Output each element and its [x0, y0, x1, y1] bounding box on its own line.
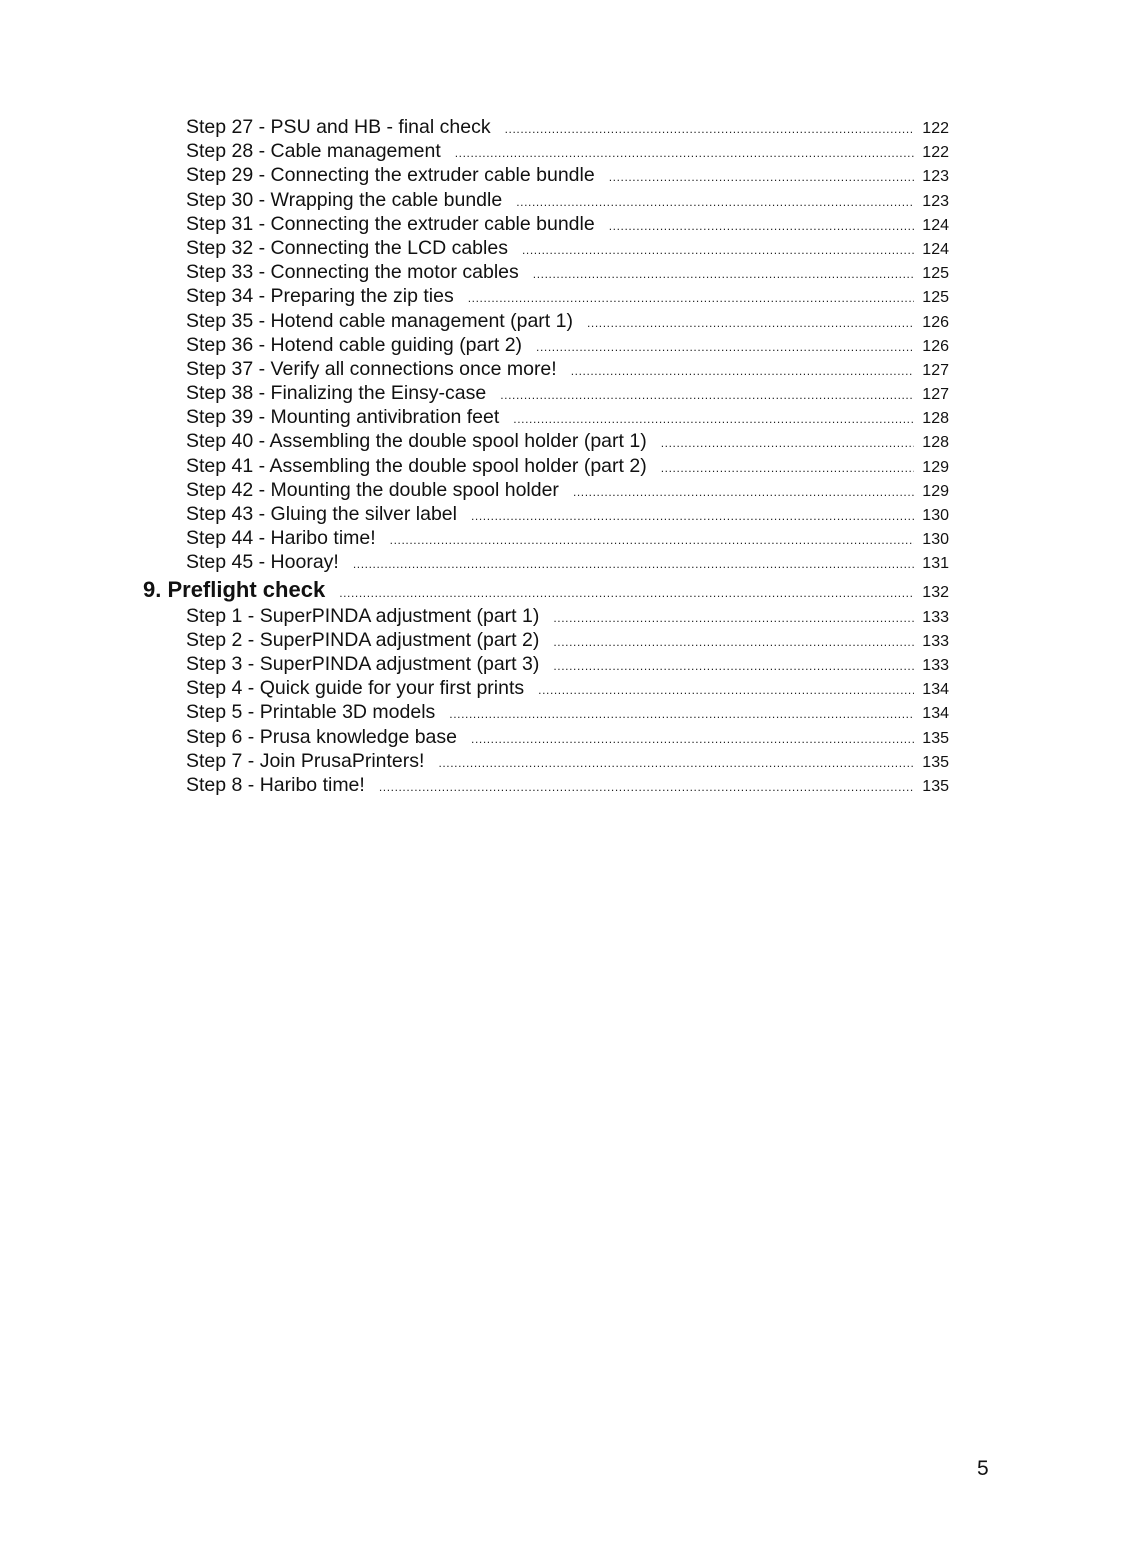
toc-entry-title: Step 27 - PSU and HB - final check	[186, 116, 491, 138]
toc-entry-page: 128	[922, 410, 949, 428]
toc-entry-title: Step 28 - Cable management	[186, 140, 441, 163]
toc-entry-title: Step 45 - Hooray!	[186, 551, 339, 574]
toc-step-entry[interactable]	[0, 455, 949, 479]
toc-entry-page: 128	[922, 434, 949, 452]
toc-entry-title: Step 30 - Wrapping the cable bundle	[186, 188, 503, 211]
toc-entry-title: Step 7 - Join PrusaPrinters!	[186, 749, 425, 772]
toc-dot-leader	[468, 291, 915, 305]
toc-entry-title: Step 3 - SuperPINDA adjustment (part 3)	[186, 652, 540, 675]
toc-entry-title: Step 8 - Haribo time!	[186, 773, 365, 796]
toc-entry-page: 131	[922, 555, 949, 573]
toc-dot-leader	[471, 732, 914, 746]
toc-entry-page: 124	[922, 216, 949, 234]
toc-entry-page: 133	[922, 656, 949, 674]
toc-entry-page: 130	[922, 507, 949, 524]
toc-entry-title: Step 31 - Connecting the extruder cable bundle	[186, 212, 595, 235]
toc-entry-page: 124	[922, 240, 949, 258]
toc-entry-page: 132	[922, 583, 949, 601]
toc-entry-page: 125	[922, 265, 949, 283]
toc-entry-page: 133	[922, 608, 949, 626]
toc-dot-leader	[573, 485, 914, 499]
toc-dot-leader	[609, 170, 915, 184]
toc-step-entry[interactable]	[0, 261, 949, 285]
toc-step-entry[interactable]	[0, 189, 949, 213]
toc-entry-title: Step 5 - Printable 3D models	[186, 701, 436, 724]
toc-entry-title: Step 39 - Mounting antivibration feet	[186, 406, 500, 429]
toc-entry-title: Step 32 - Connecting the LCD cables	[186, 236, 508, 259]
toc-step-entry[interactable]	[0, 382, 949, 406]
toc-entry-title: Step 43 - Gluing the silver label	[186, 503, 457, 525]
toc-entry-page: 129	[922, 482, 949, 500]
table-of-contents	[0, 116, 1134, 798]
toc-dot-leader	[553, 635, 914, 649]
toc-entry-page: 135	[922, 777, 949, 795]
toc-step-entry[interactable]	[0, 750, 949, 774]
toc-dot-leader	[538, 683, 914, 697]
toc-dot-leader	[609, 219, 915, 233]
toc-step-entry[interactable]	[0, 774, 949, 798]
toc-entry-title: Step 36 - Hotend cable guiding (part 2)	[186, 333, 523, 356]
toc-entry-title: Step 37 - Verify all connections once more!	[186, 357, 557, 380]
toc-step-entry[interactable]	[0, 213, 949, 237]
toc-dot-leader	[661, 461, 915, 475]
toc-step-entry[interactable]	[0, 406, 949, 430]
toc-step-entry[interactable]	[0, 653, 949, 677]
toc-dot-leader	[587, 316, 914, 330]
toc-step-entry[interactable]	[0, 237, 949, 261]
toc-dot-leader	[553, 659, 914, 673]
toc-step-entry[interactable]	[0, 677, 949, 701]
toc-entry-title: Step 35 - Hotend cable management (part 1)	[186, 309, 573, 332]
toc-dot-leader	[522, 243, 914, 257]
toc-entry-page: 129	[922, 458, 949, 476]
toc-dot-leader	[513, 412, 914, 426]
toc-step-entry[interactable]	[0, 701, 949, 725]
toc-entry-title: Step 6 - Prusa knowledge base	[186, 725, 458, 748]
toc-entry-title: Step 44 - Haribo time!	[186, 527, 376, 550]
toc-dot-leader	[449, 707, 914, 721]
toc-entry-title: Step 34 - Preparing the zip ties	[186, 285, 454, 308]
toc-dot-leader	[505, 122, 915, 136]
toc-dot-leader	[533, 267, 915, 281]
toc-chapter-entry[interactable]	[0, 577, 949, 605]
toc-entry-page: 122	[922, 144, 949, 162]
toc-step-entry[interactable]	[0, 605, 949, 629]
toc-dot-leader	[571, 364, 915, 378]
toc-dot-leader	[516, 195, 914, 209]
toc-entry-page: 134	[922, 705, 949, 723]
toc-entry-title: Step 2 - SuperPINDA adjustment (part 2)	[186, 628, 540, 651]
toc-entry-title: Step 29 - Connecting the extruder cable bundle	[186, 164, 595, 187]
toc-dot-leader	[536, 340, 914, 354]
toc-dot-leader	[471, 509, 914, 523]
toc-entry-title: Step 4 - Quick guide for your first prints	[186, 677, 525, 700]
toc-entry-title: Step 38 - Finalizing the Einsy-case	[186, 382, 487, 405]
toc-entry-page: 127	[922, 386, 949, 404]
toc-dot-leader	[379, 780, 914, 794]
toc-entry-page: 134	[922, 681, 949, 699]
toc-dot-leader	[661, 436, 915, 450]
toc-dot-leader	[500, 388, 914, 402]
toc-entry-page: 135	[922, 729, 949, 747]
toc-entry-title: 9. Preflight check	[143, 576, 326, 602]
toc-dot-leader	[339, 586, 914, 600]
toc-entry-page: 126	[922, 313, 949, 331]
toc-step-entry[interactable]	[0, 479, 949, 503]
toc-dot-leader	[438, 756, 914, 770]
toc-step-entry[interactable]	[0, 140, 949, 164]
toc-dot-leader	[353, 557, 914, 571]
toc-entry-page: 122	[922, 120, 949, 137]
toc-step-entry[interactable]	[0, 285, 949, 309]
toc-entry-page: 130	[922, 531, 949, 549]
toc-entry-page: 127	[922, 361, 949, 379]
toc-step-entry[interactable]	[0, 503, 949, 527]
toc-step-entry[interactable]	[0, 430, 949, 454]
toc-entry-page: 133	[922, 632, 949, 650]
toc-entry-title: Step 33 - Connecting the motor cables	[186, 261, 519, 284]
toc-step-entry[interactable]	[0, 551, 949, 575]
toc-step-entry[interactable]	[0, 629, 949, 653]
toc-step-entry[interactable]	[0, 164, 949, 188]
toc-entry-page: 123	[922, 168, 949, 186]
toc-step-entry[interactable]	[0, 310, 949, 334]
toc-entry-title: Step 1 - SuperPINDA adjustment (part 1)	[186, 604, 540, 627]
toc-step-entry[interactable]	[0, 358, 949, 382]
toc-entry-title: Step 40 - Assembling the double spool holder (part 1)	[186, 430, 647, 453]
toc-step-entry[interactable]	[0, 527, 949, 551]
page-number: 5	[977, 1457, 989, 1480]
toc-entry-title: Step 41 - Assembling the double spool holder (part 2)	[186, 454, 647, 477]
toc-dot-leader	[553, 611, 914, 625]
toc-entry-page: 126	[922, 337, 949, 355]
toc-entry-page: 135	[922, 753, 949, 771]
toc-dot-leader	[390, 533, 915, 547]
toc-step-entry[interactable]	[0, 334, 949, 358]
toc-step-entry[interactable]	[0, 726, 949, 750]
toc-entry-page: 123	[922, 192, 949, 210]
toc-entry-title: Step 42 - Mounting the double spool holder	[186, 478, 559, 501]
toc-step-entry[interactable]	[0, 116, 949, 140]
toc-dot-leader	[455, 146, 915, 160]
toc-entry-page: 125	[922, 289, 949, 307]
